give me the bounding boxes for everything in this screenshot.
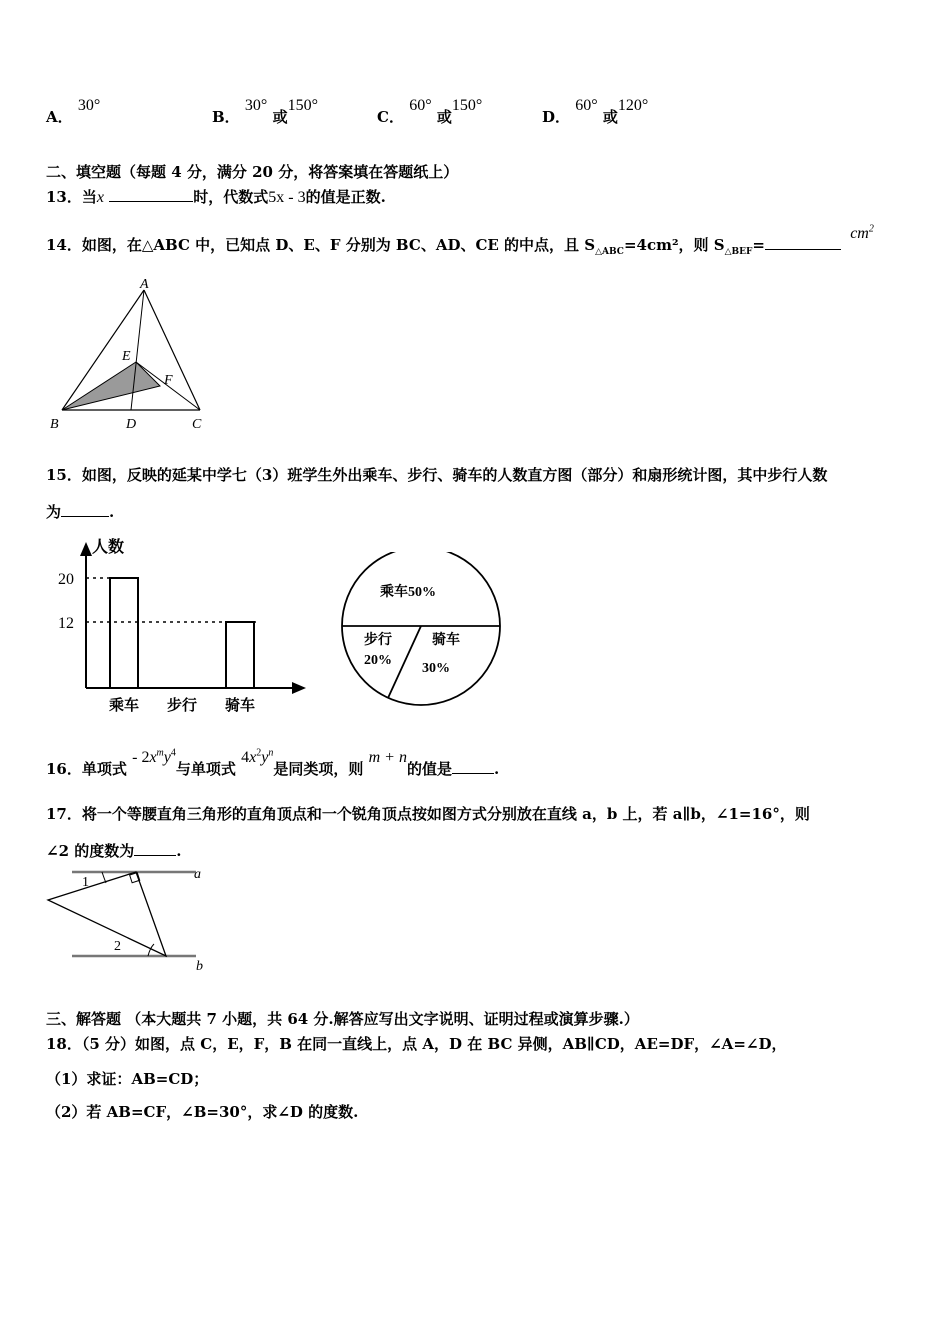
- q14-text3: =: [752, 236, 765, 254]
- x-category-label: 骑车: [224, 698, 256, 714]
- option-letter: A．: [46, 108, 73, 126]
- q16-end: .: [493, 760, 500, 778]
- triangle-figure: [40, 278, 220, 438]
- bar-chart: [52, 532, 312, 722]
- answer-blank[interactable]: [765, 235, 841, 250]
- pie-label-walk: 步行: [364, 633, 392, 648]
- option-value: 60°: [575, 97, 598, 114]
- q15-suffix: .: [109, 503, 115, 521]
- q14-unit: $cm^2$: [850, 223, 874, 242]
- question-18-part2: （2）若 AB=CF，∠B=30°，求∠D 的度数.: [46, 1103, 359, 1121]
- q16-suffix: 的值是: [406, 760, 452, 778]
- option-value2: 150°: [287, 97, 318, 114]
- x-category-label: 步行: [166, 698, 198, 714]
- question-13: [46, 186, 386, 207]
- label-line-a: a: [194, 867, 201, 882]
- bar-2: [226, 622, 254, 688]
- q14-sub2: △BEF: [724, 247, 753, 257]
- monomial-2: $4x^2y^n$: [241, 747, 274, 766]
- label-f: F: [164, 373, 173, 388]
- bar-0: [110, 578, 138, 688]
- label-c: C: [192, 417, 202, 432]
- option-conj: 或: [602, 108, 618, 126]
- answer-blank[interactable]: [134, 841, 176, 856]
- label-line-b: b: [196, 959, 203, 974]
- question-17-line1: 17．将一个等腰直角三角形的直角顶点和一个锐角顶点按如图方式分别放在直线 a，b 上，若 a∥b，∠1=16°，则: [46, 805, 810, 823]
- parallel-lines-figure: [40, 862, 220, 978]
- x-category-label: 乘车: [108, 698, 140, 714]
- y-axis-arrow: [80, 542, 92, 556]
- pie-value-walk: 20%: [364, 653, 392, 668]
- x-axis-arrow: [292, 682, 306, 694]
- label-angle-2: 2: [114, 939, 121, 954]
- option-conj: 或: [436, 108, 452, 126]
- q13-mid: 时，代数式: [193, 188, 269, 206]
- option-value2: 150°: [451, 97, 483, 114]
- q13-expression: 5x - 3: [268, 189, 306, 206]
- option-c: [377, 97, 483, 127]
- monomial-1: - $2x^my^4$: [132, 747, 176, 766]
- question-15-line2: [46, 501, 114, 522]
- q14-sub1: △ABC: [595, 247, 624, 257]
- side-ac: [144, 290, 200, 410]
- answer-blank[interactable]: [61, 502, 109, 517]
- option-conj: 或: [272, 108, 288, 126]
- pie-value-bike: 30%: [422, 661, 450, 676]
- y-tick-label: 12: [58, 615, 74, 632]
- option-value: 60°: [409, 97, 432, 114]
- q16-expression: m + n: [368, 749, 407, 766]
- answer-blank[interactable]: [109, 187, 193, 202]
- pie-label-ride: 乘车50%: [380, 585, 436, 600]
- right-triangle: [48, 872, 166, 956]
- pie-outline: [342, 552, 500, 705]
- q17-suffix: .: [176, 842, 182, 860]
- option-letter: D．: [542, 108, 571, 126]
- answer-blank[interactable]: [452, 759, 494, 774]
- q13-variable: x: [96, 189, 104, 206]
- label-d: D: [126, 417, 137, 432]
- q17-line2-text: ∠2 的度数为: [46, 842, 135, 860]
- question-15-line1: 15．如图，反映的延某中学七（3）班学生外出乘车、步行、骑车的人数直方图（部分）和扇形统计图，其中步行人数: [46, 466, 828, 484]
- question-18-part1: （1）求证：AB=CD；: [46, 1070, 209, 1088]
- q13-prefix: 13．当: [46, 188, 97, 206]
- option-letter: B．: [212, 108, 240, 126]
- section2-title: 二、填空题（每题 4 分，满分 20 分，将答案填在答题纸上）: [46, 163, 459, 181]
- q16-mid: 与单项式: [175, 760, 236, 778]
- option-value: 30°: [77, 97, 101, 114]
- option-d: [542, 97, 649, 127]
- label-a: A: [140, 278, 149, 292]
- pie-label-bike: 骑车: [432, 633, 460, 648]
- pie-divider-slanted: [388, 626, 421, 698]
- angle-1-arc: [102, 872, 106, 883]
- pie-chart: [336, 552, 506, 712]
- y-tick-label: 20: [58, 571, 74, 588]
- q16-prefix: 16．单项式: [46, 760, 127, 778]
- option-value: 30°: [244, 97, 268, 114]
- question-14: [46, 223, 874, 257]
- label-angle-1: 1: [82, 875, 89, 890]
- q14-text: 14．如图，在△ABC 中，已知点 D、E、F 分别为 BC、AD、CE 的中点，且 S: [46, 236, 596, 254]
- section3-title: 三、解答题 （本大题共 7 小题，共 64 分.解答应写出文字说明、证明过程或演算步骤.）: [46, 1010, 639, 1028]
- label-e: E: [122, 349, 131, 364]
- q15-line2-text: 为: [46, 503, 62, 521]
- option-b: [212, 97, 318, 127]
- question-17-line2: [46, 840, 181, 861]
- question-16: [46, 747, 500, 779]
- label-b: B: [50, 417, 59, 432]
- option-letter: C．: [377, 108, 404, 126]
- question-18-line1: 18．（5 分）如图，点 C，E，F，B 在同一直线上，点 A，D 在 BC 异侧，AB∥CD，AE=DF，∠A=∠D，: [46, 1035, 787, 1053]
- option-a: [46, 97, 101, 127]
- q13-suffix: 的值是正数.: [305, 188, 386, 206]
- q14-text2: =4cm²，则 S: [623, 236, 725, 254]
- y-axis-label: 人数: [92, 539, 125, 556]
- option-value2: 120°: [617, 97, 649, 114]
- q16-mid2: 是同类项，则: [273, 760, 364, 778]
